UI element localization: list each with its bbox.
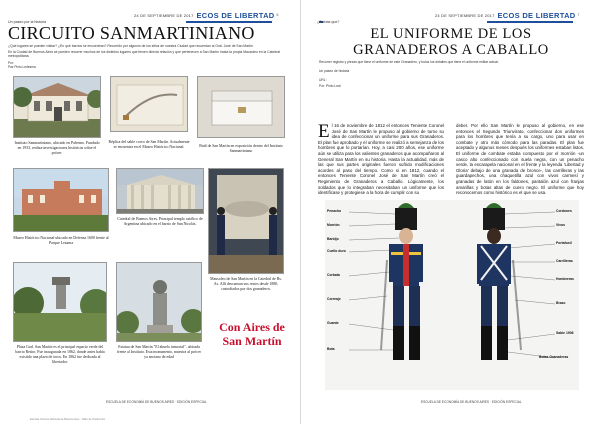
label-penacho: Penacho	[327, 209, 342, 213]
label-corbata: Corbata	[327, 273, 340, 277]
page-number: 6	[276, 13, 279, 17]
label-portafusil: Portafusil	[556, 241, 572, 245]
caption-instituto: Instituto Sanmartiniano, ubicado en Palermo. Fundado en 1933, realiza investigaciones históricas sobre el prócer.	[14, 141, 100, 155]
left-footer: ESCUELA DE ECONOMÍA DE BUENOS AIRES · EDICIÓN ESPECIAL	[106, 400, 207, 404]
masthead-title: ECOS DE LIBERTAD	[196, 10, 275, 20]
label-botas-granaderas: Botas Granaderas	[539, 355, 569, 359]
left-header	[134, 9, 278, 21]
photo-museo	[13, 168, 109, 232]
photo-baul	[197, 76, 285, 138]
column-1-text: l 16 de noviembre de 1812 el entonces Teniente Coronel José de San Martín le propuso al gobierno de turno su idea de confeccionar un uniforme para sus Granaderos. El plan fue aprobado y el uniforme se realizó a semejanza de los hombres que lo portarían. Hoy, a casi 200 años, ese uniforme aún se utiliza para los valientes granaderos que acompañaron al General San Martín en su historia. Hasta la actualidad, más de las que sus partes originales fueron sufrido modificaciones acordes al paso del tiempo. Como si en 1812, cuando el entonces Teniente Coronel José de San Martín creó el Regimiento de Granaderos a Caballo. Lógicamente, los soldados que lo integraban necesitaban un uniforme que los identificase y protegiese a la hora de cumplir con su	[318, 123, 444, 196]
article-headline	[301, 26, 600, 58]
uniform-illustration	[325, 200, 579, 390]
drop-cap: E	[318, 121, 330, 142]
headline-line-2: GRANADEROS A CABALLO	[353, 42, 549, 58]
label-cordones: Cordones	[556, 209, 572, 213]
photo-sable	[110, 76, 188, 132]
caption-baul: Baúl de San Martín en exposición dentro del Instituto Sanmartiniano	[199, 144, 283, 153]
kicker: Un paseo por la historia	[8, 20, 46, 24]
header-rule	[487, 21, 573, 23]
promo-line-1: Con Aires de	[219, 320, 285, 334]
label-morrion: Morrión	[327, 223, 340, 227]
issue-date: 24 DE SEPTIEMBRE DE 2017	[435, 12, 495, 18]
lede: ¿Qué lugares se pueden visitar? ¿En qué barrios se encuentran? Recorrido por algunos de los sitios de nuestra Ciudad que recuerdan al Gral. José de San Martín	[8, 44, 254, 48]
label-hombreras: Hombreras	[556, 277, 574, 281]
label-barbijo: Barbijo	[327, 237, 339, 241]
photo-instituto	[13, 76, 101, 138]
photo-catedral	[116, 168, 204, 214]
granaderos-uniform-image	[325, 200, 579, 390]
label-cuello: Cuello duro	[327, 249, 346, 253]
meta-url: URL:	[319, 78, 327, 82]
label-guante: Guante	[327, 321, 339, 325]
right-header	[435, 9, 579, 21]
meta-label: Un paseo de historia	[319, 69, 350, 73]
caption-mausoleo: Mausoleo de San Martín en la Catedral de Bs. As. Allí descansan sus restos desde 1880, custodiados por dos granaderos.	[210, 277, 282, 291]
issue-date: 24 DE SEPTIEMBRE DE 2017	[134, 12, 194, 18]
right-page	[300, 0, 600, 424]
label-carrilleras: Carrilleras	[556, 259, 573, 263]
promo-line-2: San Martín	[222, 334, 282, 348]
headline: CIRCUITO SANMARTINIANO	[8, 23, 255, 43]
caption-catedral: Catedral de Buenos Aires. Principal templo católico de Argentina ubicado en el barrio de San Nicolás.	[117, 217, 203, 226]
instituto-building-image	[14, 77, 101, 138]
label-bota: Bota	[327, 347, 335, 351]
label-sable: Sable 1906	[556, 331, 574, 335]
label-correaje: Correaje	[327, 297, 341, 301]
page-number: 7	[577, 13, 580, 17]
baul-image	[198, 77, 285, 138]
byline-name: Paz Pinto Ledesma	[8, 65, 36, 69]
section-label: ¿Sabías que?	[317, 20, 340, 24]
caption-sable: Réplica del sable corvo de San Martín. Actualmente se encuentra en el Museo Histórico Nacional.	[108, 140, 190, 149]
photo-plaza	[13, 262, 107, 342]
right-footer: ESCUELA DE ECONOMÍA DE BUENOS AIRES · EDICIÓN ESPECIAL	[421, 400, 522, 404]
caption-estatua: Estatua de San Martín "El abuelo inmortal", ubicada frente al Instituto. Esta monumento, muestra al prócer ya anciano de edad	[117, 345, 201, 359]
photo-estatua	[116, 262, 202, 342]
label-vivos: Vivos	[556, 223, 565, 227]
sable-image	[111, 77, 188, 132]
catedral-image	[117, 169, 204, 214]
museo-image	[14, 169, 109, 232]
article-column-1	[318, 123, 444, 196]
left-footer-small: Escuela Técnica Nacional de Buenos Aires · Taller de Producción	[30, 418, 106, 421]
plaza-image	[14, 263, 107, 342]
masthead-title: ECOS DE LIBERTAD	[497, 10, 576, 20]
estatua-image	[117, 263, 202, 342]
mausoleo-image	[209, 169, 284, 274]
caption-plaza: Plaza Gral. San Martín es el principal espacio verde del barrio Retiro. Fue inaugurada en 1862, donde antes había existido una plaza de toros. En 1862 fue dedicada al libertador.	[15, 345, 105, 364]
intro: En la Ciudad de Buenos Aires se pueden recorrer muchos de los distintos lugares que tienen directa relación y que pertenecen a San Martín hasta la propia Mausoleo en la Catedral metropolitana.	[8, 50, 280, 59]
photo-mausoleo	[208, 168, 284, 274]
caption-museo: Museo Histórico Nacional ubicado en Defensa 1600 frente al Parque Lezama	[13, 236, 109, 245]
promo-text	[210, 320, 294, 348]
label-brazo: Brazo	[556, 301, 566, 305]
article-lede: Recorrer registro y piezas que tiene el uniforme de este Granadero, y todos los detalles que tiene el uniforme militar actual.	[319, 60, 499, 64]
meta-author: Por: Pinto Leal	[319, 84, 341, 88]
headline-line-1: EL UNIFORME DE LOS	[370, 26, 532, 42]
article-column-2: deber. Por ello San Martín le propuso al gobierno, en ese entonces el Segundo Triunvirato, confeccionar dos uniformes para los hombres que tenía a su cargo, uno para usar en combate y otro más cómodo para las paradas. El plan fue aceptado y algunos meses después los uniformes estaban listos. El uniforme de combate estaba compuesto por el morrión -un casco alto confeccionado con suela negra, con un penacho verde, la escarapela nacional en el frente y la leyenda 'Libertad y Gloria' debajo de una granada de bronce-, las carrilleras y las guardapechos, una chaquetilla azul con vivos carmesí y granadas de latón en los faldones, pantalón azul con franjas amarillas y botas altas de cuero negro. El uniforme que hoy reconocemos como histórico es el que se usa.	[456, 123, 584, 196]
byline-label: Por:	[8, 61, 14, 65]
